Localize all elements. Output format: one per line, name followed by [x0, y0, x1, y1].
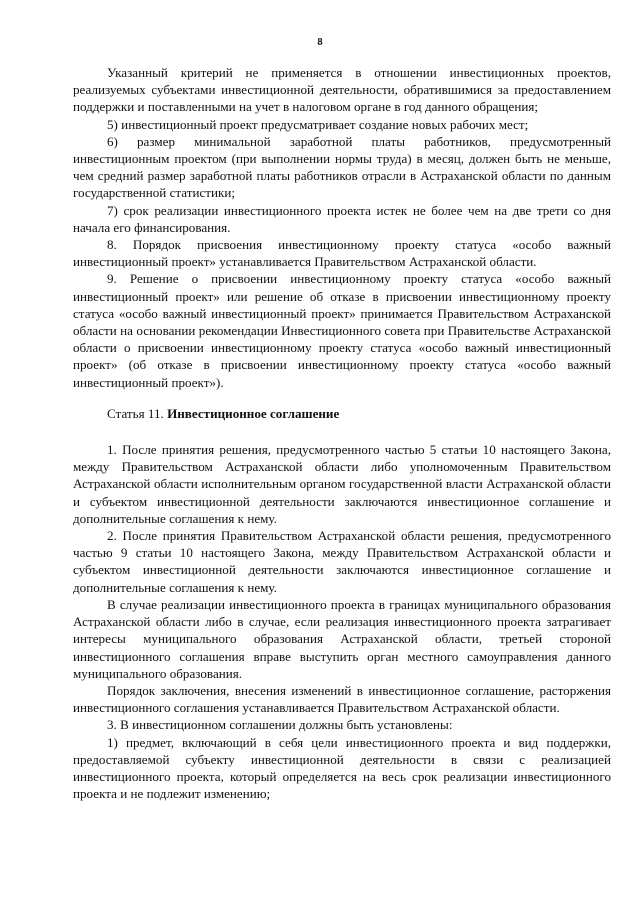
paragraph: 2. После принятия Правительством Астраханской области решения, предусмотренного частью 9 статьи 10 настоящего Закона, между Правительством Астраханской области и субъектом инвестиционной деятельности заключаются инвестиционное соглашение и дополнительные соглашения к нему. — [73, 528, 611, 595]
article-number: Статья 11. — [107, 405, 168, 421]
paragraph: В случае реализации инвестиционного проекта в границах муниципального образования Астраханской области либо в случае, если реализация инвестиционного проекта затрагивает интересы муниципального образования Астраханской области, третьей стороной инвестиционного соглашения вправе выступить орган местного самоуправления данного муниципального образования. — [73, 596, 611, 681]
paragraph: 5) инвестиционный проект предусматривает создание новых рабочих мест; — [107, 116, 529, 132]
paragraph: 1. После принятия решения, предусмотренного частью 5 статьи 10 настоящего Закона, между Правительством Астраханской области либо уполномоченным Правительством Астраханской области исполнительным органом государственной власти Астраханской области и субъектом инвестиционной деятельности заключаются инвестиционное соглашение и дополнительные соглашения к нему. — [73, 442, 611, 526]
paragraph: 1) предмет, включающий в себя цели инвестиционного проекта и вид поддержки, предоставляемой субъекту инвестиционной деятельности в связи с реализацией инвестиционного проекта, который определяется на весь срок реализации инвестиционного проекта и не подлежит изменению; — [73, 734, 611, 802]
page-number: 8 — [317, 37, 323, 48]
paragraph: Порядок заключения, внесения изменений в инвестиционное соглашение, расторжения инвестиционного соглашения устанавливается Правительством Астраханской области. — [73, 682, 611, 716]
paragraph: Указанный критерий не применяется в отношении инвестиционных проектов, реализуемых субъектами инвестиционной деятельности, обратившимися за предоставлением поддержки и поставленными на учет в налоговом органе в год данного обращения; — [73, 65, 611, 115]
paragraph: 9. Решение о присвоении инвестиционному проекту статуса «особо важный инвестиционный проект» или решение об отказе в присвоении инвестиционному проекту статуса «особо важный инвестиционный проект» принимается Правительством Астраханской области на основании рекомендации Инвестиционного совета при Правительстве Астраханской области о присвоении инвестиционному проекту статуса «особо важный инвестиционный проект» (об отказе в присвоении инвестиционному проекту статуса «особо важный инвестиционный проект»). — [73, 271, 611, 390]
paragraph: 7) срок реализации инвестиционного проекта истек не более чем на две трети со дня начала его финансирования. — [73, 202, 611, 235]
paragraph: 6) размер минимальной заработной платы работников, предусмотренный инвестиционным проектом (при выполнении нормы труда) в месяц, должен быть не меньше, чем средний размер заработной платы работников отрасли в Астраханской области по данным государственной статистики; — [73, 133, 611, 201]
paragraph: 8. Порядок присвоения инвестиционному проекту статуса «особо важный инвестиционный проект» устанавливается Правительством Астраханской области. — [73, 237, 611, 270]
article-title: Инвестиционное соглашение — [167, 405, 340, 421]
document-body — [73, 64, 611, 802]
article-heading — [73, 405, 611, 422]
paragraph: 3. В инвестиционном соглашении должны быть установлены: — [107, 717, 453, 733]
